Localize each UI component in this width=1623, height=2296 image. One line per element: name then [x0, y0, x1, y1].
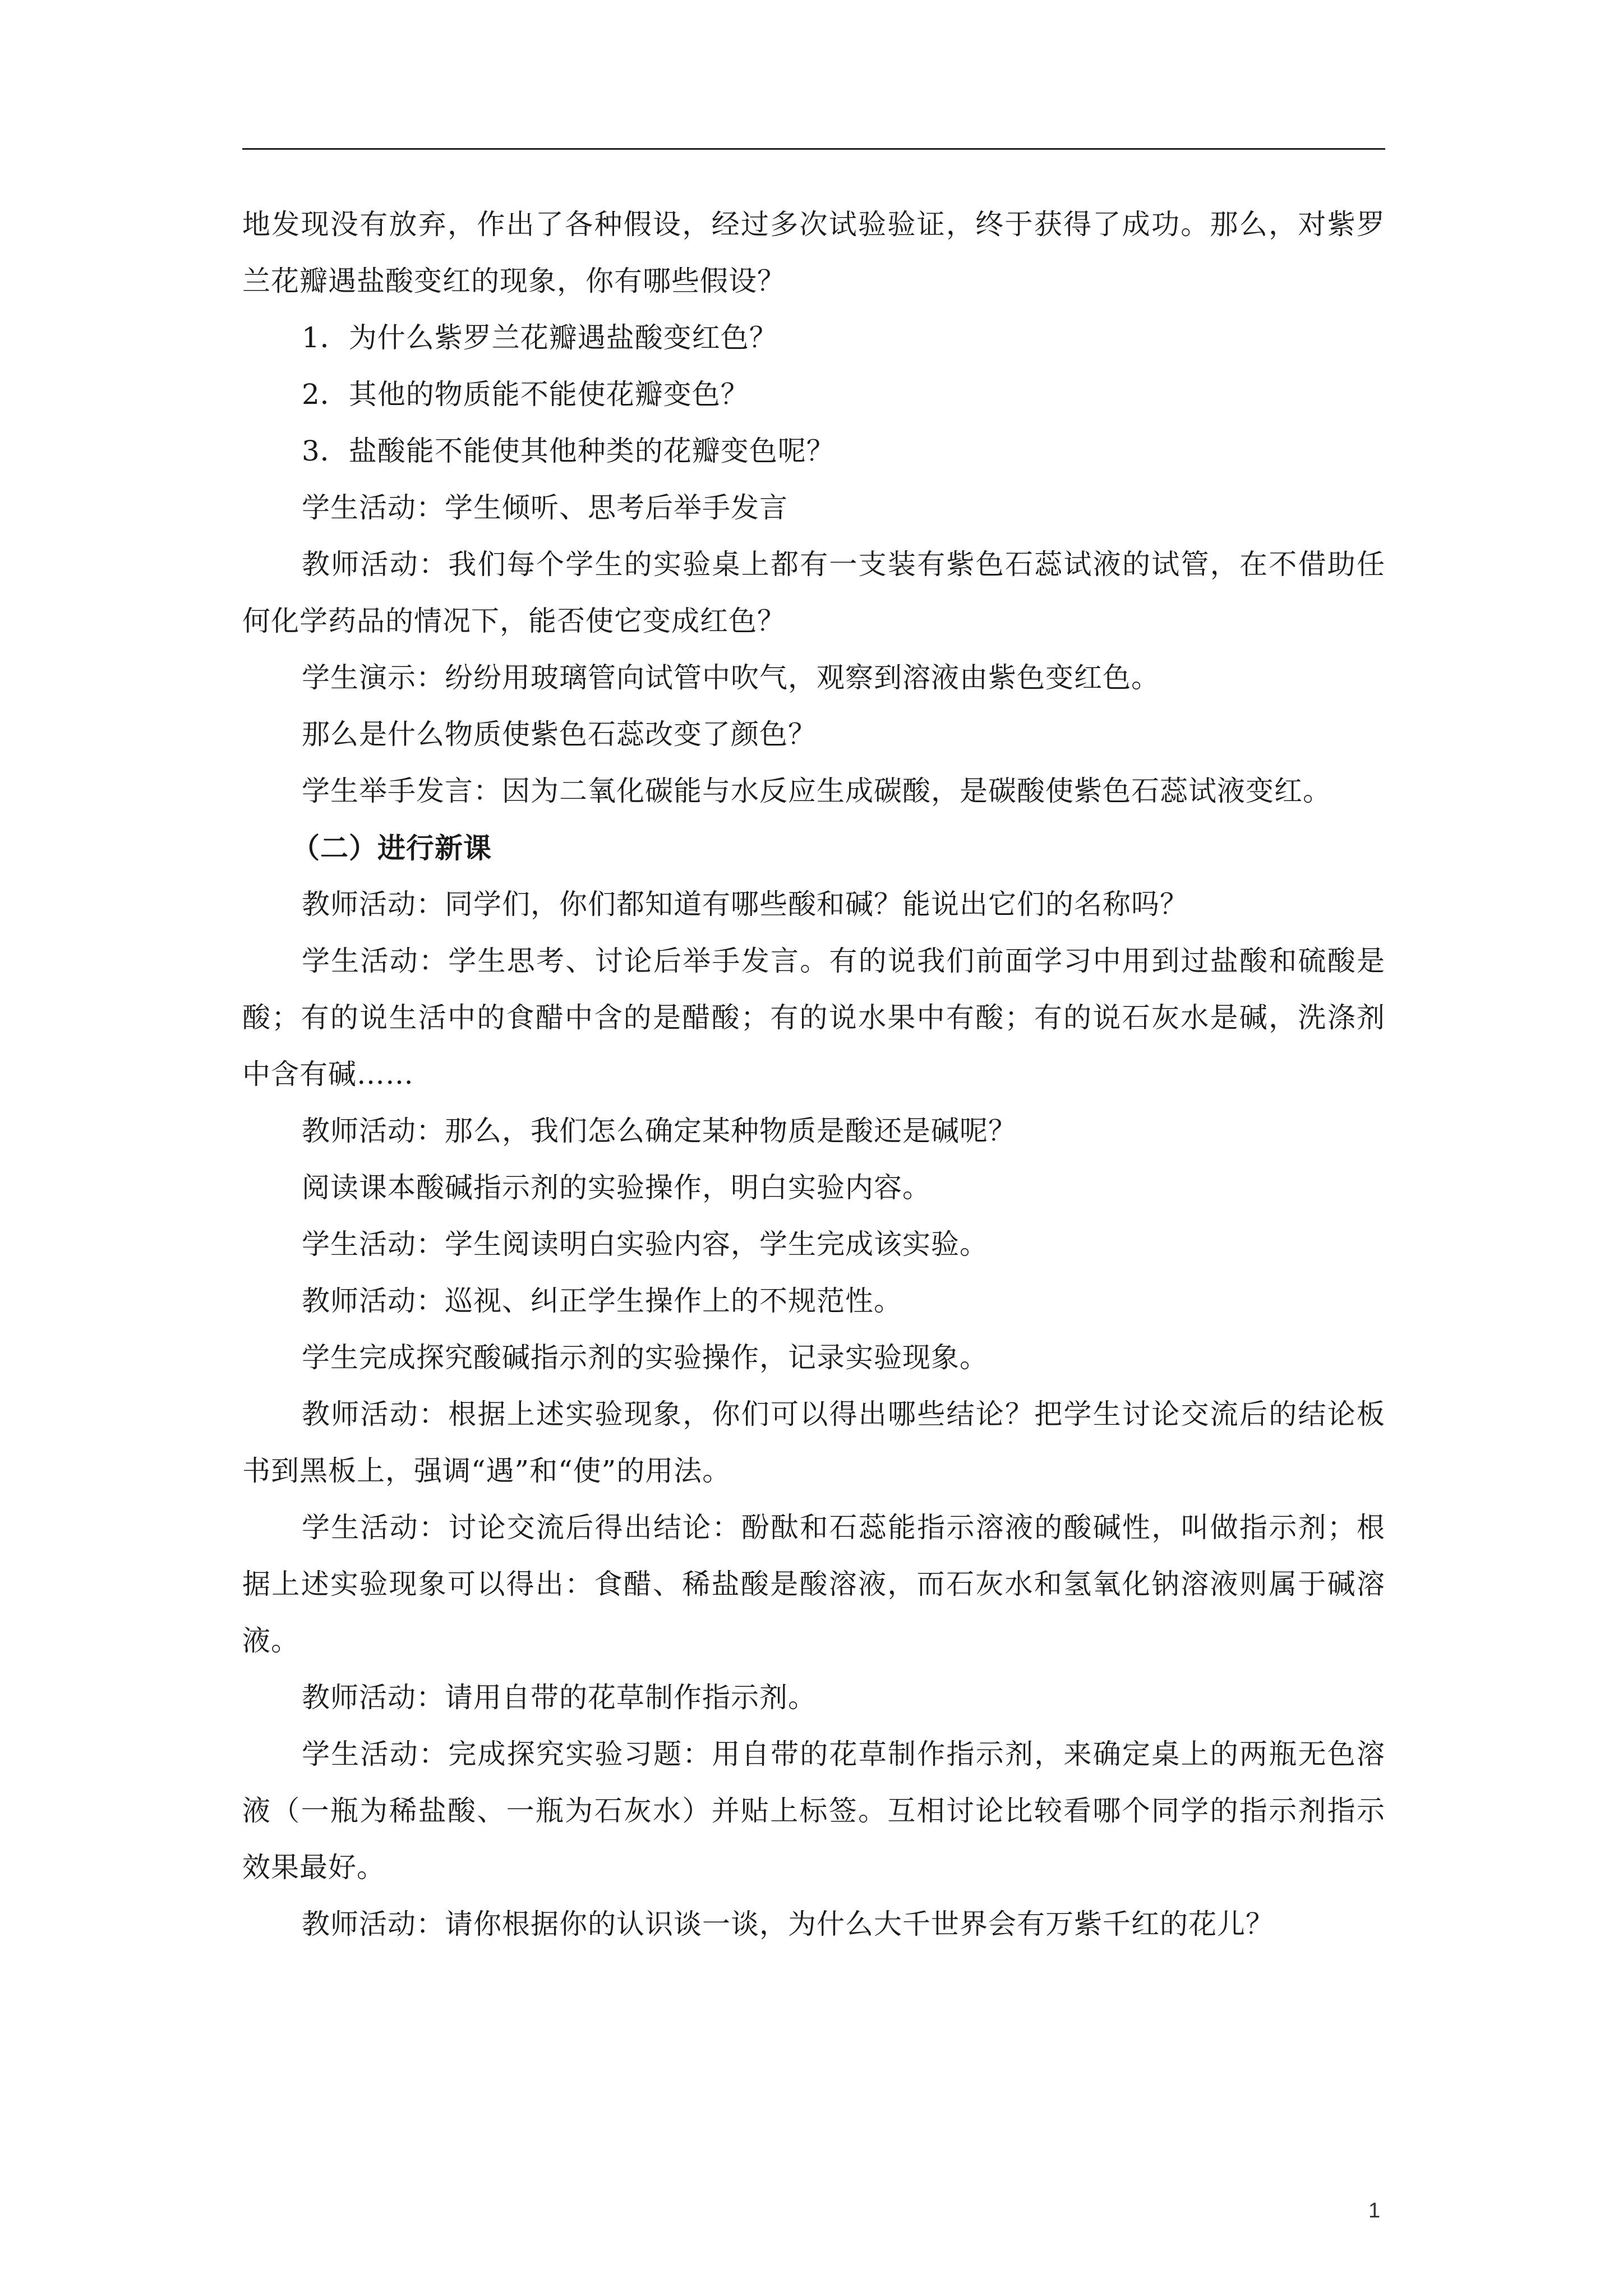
page-number: 1	[1368, 2199, 1381, 2223]
paragraph-student-task: 学生完成探究酸碱指示剂的实验操作，记录实验现象。	[302, 1341, 988, 1374]
paragraph-reading-task: 阅读课本酸碱指示剂的实验操作，明白实验内容。	[302, 1171, 931, 1204]
paragraph-student-activity: 学生活动：学生思考、讨论后举手发言。有的说我们前面学习中用到过盐酸和硫酸是酸；有的说生活中的食醋中含的是醋酸；有的说水果中有酸；有的说石灰水是碱，洗涤剂中含有碱……	[242, 945, 1385, 1091]
paragraph-student-activity: 学生活动：学生倾听、思考后举手发言	[302, 491, 788, 524]
paragraph-teacher-activity: 教师活动：根据上述实验现象，你们可以得出哪些结论？把学生讨论交流后的结论板书到黑板上，强调“遇”和“使”的用法。	[242, 1398, 1385, 1487]
header-rule	[242, 148, 1385, 150]
paragraph-question: 那么是什么物质使紫色石蕊改变了颜色？	[302, 718, 817, 751]
paragraph-student-demo: 学生演示：纷纷用玻璃管向试管中吹气，观察到溶液由紫色变红色。	[302, 661, 1160, 694]
paragraph-teacher-activity: 教师活动：我们每个学生的实验桌上都有一支装有紫色石蕊试液的试管，在不借助任何化学药品的情况下，能否使它变成红色？	[242, 548, 1385, 637]
paragraph-teacher-activity: 教师活动：请你根据你的认识谈一谈，为什么大千世界会有万紫千红的花儿？	[302, 1908, 1274, 1940]
paragraph-continuation: 地发现没有放弃，作出了各种假设，经过多次试验验证，终于获得了成功。那么，对紫罗兰花瓣遇盐酸变红的现象，你有哪些假设？	[242, 208, 1385, 297]
paragraph-student-answer: 学生举手发言：因为二氧化碳能与水反应生成碳酸，是碳酸使紫色石蕊试液变红。	[302, 775, 1331, 807]
paragraph-teacher-activity: 教师活动：那么，我们怎么确定某种物质是酸还是碱呢？	[302, 1115, 1017, 1147]
hypothesis-item-2: 2．其他的物质能不能使花瓣变色？	[302, 378, 749, 411]
document-body	[242, 196, 1385, 1953]
paragraph-student-activity: 学生活动：讨论交流后得出结论：酚酞和石蕊能指示溶液的酸碱性，叫做指示剂；根据上述实验现象可以得出：食醋、稀盐酸是酸溶液，而石灰水和氢氧化钠溶液则属于碱溶液。	[242, 1511, 1385, 1657]
section-heading: （二）进行新课	[292, 831, 492, 864]
paragraph-student-activity: 学生活动：学生阅读明白实验内容，学生完成该实验。	[302, 1228, 988, 1260]
hypothesis-item-3: 3．盐酸能不能使其他种类的花瓣变色呢？	[302, 435, 835, 467]
paragraph-teacher-activity: 教师活动：请用自带的花草制作指示剂。	[302, 1681, 817, 1714]
paragraph-student-activity: 学生活动：完成探究实验习题：用自带的花草制作指示剂，来确定桌上的两瓶无色溶液（一瓶为稀盐酸、一瓶为石灰水）并贴上标签。互相讨论比较看哪个同学的指示剂指示效果最好。	[242, 1738, 1385, 1884]
paragraph-teacher-activity: 教师活动：同学们，你们都知道有哪些酸和碱？能说出它们的名称吗？	[302, 888, 1188, 921]
hypothesis-item-1: 1．为什么紫罗兰花瓣遇盐酸变红色？	[302, 321, 778, 354]
paragraph-teacher-activity: 教师活动：巡视、纠正学生操作上的不规范性。	[302, 1285, 902, 1317]
